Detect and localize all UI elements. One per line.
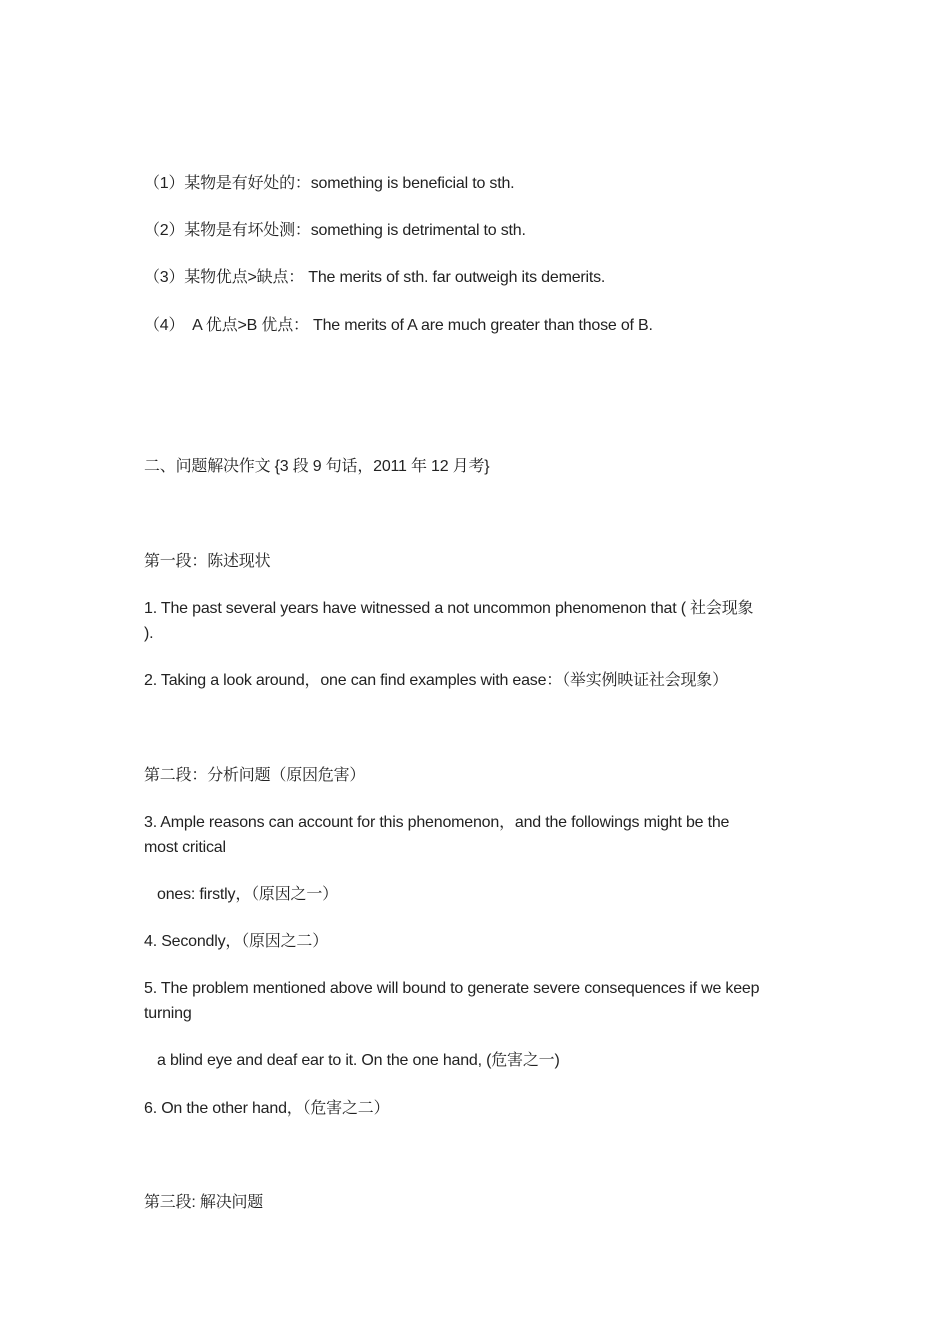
comparison-item-3: （3）某物优点>缺点： The merits of sth. far outweigh its demerits. <box>144 269 606 286</box>
comparison-item-1: （1）某物是有好处的：something is beneficial to sth. <box>144 175 515 192</box>
sentence-5: 5. The problem mentioned above will bound to generate severe consequences if we keep <box>144 980 760 997</box>
sentence-1-continuation: ). <box>144 625 154 642</box>
sentence-6: 6. On the other hand，（危害之二） <box>144 1100 390 1117</box>
sentence-5-continuation-indented: a blind eye and deaf ear to it. On the one hand, (危害之一) <box>157 1052 560 1069</box>
comparison-item-2: （2）某物是有坏处测：something is detrimental to sth. <box>144 222 526 239</box>
paragraph-3-title: 第三段: 解决问题 <box>144 1194 264 1211</box>
sentence-5-continuation: turning <box>144 1005 192 1022</box>
sentence-1: 1. The past several years have witnessed a not uncommon phenomenon that ( 社会现象 <box>144 600 754 617</box>
section-heading: 二、问题解决作文 {3 段 9 句话，2011 年 12 月考} <box>144 458 490 475</box>
sentence-3-continuation-indented: ones: firstly，（原因之一） <box>157 886 338 903</box>
paragraph-2-title: 第二段：分析问题（原因危害） <box>144 767 366 784</box>
sentence-3-continuation: most critical <box>144 839 226 856</box>
paragraph-1-title: 第一段：陈述现状 <box>144 553 271 570</box>
sentence-4: 4. Secondly，（原因之二） <box>144 933 329 950</box>
comparison-item-4: （4） A 优点>B 优点： The merits of A are much greater than those of B. <box>144 317 653 334</box>
sentence-3: 3. Ample reasons can account for this phenomenon，and the followings might be the <box>144 814 730 831</box>
sentence-2: 2. Taking a look around，one can find examples with ease：（举实例映证社会现象） <box>144 672 728 689</box>
